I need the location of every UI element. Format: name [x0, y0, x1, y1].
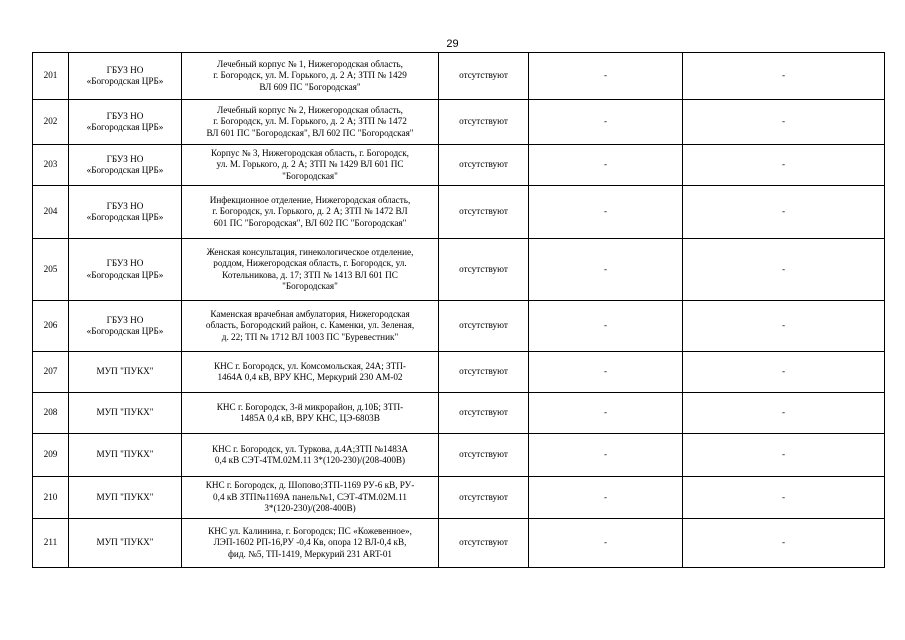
object-description-cell-line: 1485А 0,4 кВ, ВРУ КНС, ЦЭ-6803В — [240, 413, 380, 423]
organization-cell-line: ГБУЗ НО — [106, 153, 144, 164]
table-row — [33, 393, 885, 434]
object-description-cell — [182, 100, 439, 145]
row-number-cell: 207 — [33, 352, 69, 393]
value-b-cell: - — [683, 301, 885, 352]
value-b-cell: - — [683, 100, 885, 145]
table-body — [33, 53, 885, 568]
object-description-cell-line: фид. №5, ТП-1419, Меркурий 231 ART-01 — [227, 548, 393, 559]
object-description-cell-line: 1464А 0,4 кВ, ВРУ КНС, Меркурий 230 АМ-02 — [217, 372, 403, 382]
table-row — [33, 477, 885, 519]
table-row — [33, 519, 885, 568]
organization-cell — [69, 434, 182, 477]
status-cell: отсутствуют — [439, 301, 529, 352]
object-description-cell-line: г. Богородск, ул. М. Горького, д. 2 А; ЗТП № 1429 — [213, 70, 407, 81]
value-a-cell: - — [529, 301, 683, 352]
object-description-cell — [182, 393, 439, 434]
object-description-cell-line: КНС г. Богородск, д. Шопово;ЗТП-1169 РУ-6 кВ, РУ- — [205, 480, 415, 491]
object-description-cell-line: область, Богородский район, с. Каменки, ул. Зеленая, — [205, 320, 415, 331]
value-b-cell: - — [683, 477, 885, 519]
value-b-cell: - — [683, 53, 885, 100]
table-row — [33, 352, 885, 393]
organization-cell-line: «Богородская ЦРБ» — [86, 212, 164, 222]
object-description-cell — [182, 352, 439, 393]
organization-cell-line: МУП "ПУКХ" — [96, 537, 154, 548]
value-a-cell: - — [529, 145, 683, 186]
object-description-cell-line: ЛЭП-1602 РП-16,РУ -0,4 Кв, опора 12 ВЛ-0,4 кВ, — [213, 537, 407, 548]
organization-cell — [69, 519, 182, 568]
organization-cell-line: МУП "ПУКХ" — [96, 449, 154, 460]
status-cell: отсутствуют — [439, 239, 529, 301]
object-description-cell — [182, 239, 439, 301]
organization-cell-line: «Богородская ЦРБ» — [86, 165, 164, 175]
registry-table — [32, 52, 885, 568]
table-row — [33, 186, 885, 239]
object-description-cell-line: ул. М. Горького, д. 2 А; ЗТП № 1429 ВЛ 601 ПС — [216, 159, 404, 170]
organization-cell-line: ГБУЗ НО — [106, 314, 144, 325]
value-b-cell: - — [683, 519, 885, 568]
object-description-cell-line: КНС ул. Калинина, г. Богородск; ПС «Кожевенное», — [208, 525, 412, 536]
object-description-cell-line: 0,4 кВ ЗТП№1169А панель№1, СЭТ-4ТМ.02М.11 — [213, 491, 407, 502]
status-cell: отсутствуют — [439, 393, 529, 434]
organization-cell-line: «Богородская ЦРБ» — [86, 122, 164, 132]
object-description-cell-line: г. Богородск, ул. М. Горького, д. 2 А; ЗТП № 1472 — [213, 116, 407, 127]
table-row — [33, 100, 885, 145]
object-description-cell-line: ВЛ 609 ПС "Богородская" — [259, 81, 361, 92]
row-number-cell: 202 — [33, 100, 69, 145]
value-a-cell: - — [529, 100, 683, 145]
organization-cell-line: «Богородская ЦРБ» — [86, 269, 164, 280]
value-a-cell: - — [529, 53, 683, 100]
object-description-cell-line: 0,4 кВ СЭТ-4ТМ.02М.11 3*(120-230)/(208-400В) — [214, 455, 406, 465]
row-number-cell: 201 — [33, 53, 69, 100]
value-a-cell: - — [529, 393, 683, 434]
row-number-cell: 209 — [33, 434, 69, 477]
status-cell: отсутствуют — [439, 519, 529, 568]
object-description-cell-line: КНС г. Богородск, 3-й микрорайон, д.10Б; ЗТП- — [216, 401, 404, 412]
row-number-cell: 204 — [33, 186, 69, 239]
object-description-cell — [182, 477, 439, 519]
organization-cell-line: ГБУЗ НО — [106, 258, 144, 268]
object-description-cell-line: Лечебный корпус № 2, Нижегородская область, — [217, 104, 403, 115]
value-a-cell: - — [529, 352, 683, 393]
organization-cell-line: МУП "ПУКХ" — [96, 491, 154, 502]
page-number: 29 — [446, 38, 459, 50]
status-cell: отсутствуют — [439, 477, 529, 519]
object-description-cell — [182, 519, 439, 568]
organization-cell-line: ГБУЗ НО — [106, 200, 144, 211]
value-b-cell: - — [683, 186, 885, 239]
object-description-cell-line: Инфекционное отделение, Нижегородская область, — [209, 194, 411, 205]
organization-cell-line: ГБУЗ НО — [106, 110, 144, 121]
value-a-cell: - — [529, 186, 683, 239]
object-description-cell-line: 3*(120-230)/(208-400В) — [264, 503, 356, 514]
object-description-cell — [182, 301, 439, 352]
object-description-cell-line: ВЛ 601 ПС "Богородская", ВЛ 602 ПС "Богородская" — [206, 127, 414, 138]
organization-cell — [69, 393, 182, 434]
organization-cell — [69, 301, 182, 352]
organization-cell-line: ГБУЗ НО — [106, 64, 144, 75]
object-description-cell-line: Женская консультация, гинекологическое отделение, — [206, 246, 414, 257]
object-description-cell — [182, 434, 439, 477]
object-description-cell-line: КНС г. Богородск, ул. Туркова, д.4А;ЗТП №1483А — [211, 443, 409, 454]
organization-cell — [69, 145, 182, 186]
value-b-cell: - — [683, 145, 885, 186]
object-description-cell-line: 601 ПС "Богородская", ВЛ 602 ПС "Богородская" — [213, 217, 407, 228]
organization-cell — [69, 477, 182, 519]
object-description-cell — [182, 145, 439, 186]
object-description-cell-line: Каменская врачебная амбулатория, Нижегородская — [210, 308, 410, 319]
value-a-cell: - — [529, 477, 683, 519]
row-number-cell: 208 — [33, 393, 69, 434]
table-row — [33, 53, 885, 100]
row-number-cell: 210 — [33, 477, 69, 519]
status-cell: отсутствуют — [439, 434, 529, 477]
table-row — [33, 301, 885, 352]
table-row — [33, 239, 885, 301]
object-description-cell-line: "Богородская" — [282, 281, 338, 291]
object-description-cell-line: Корпус № 3, Нижегородская область, г. Богородск, — [211, 147, 409, 158]
table-row — [33, 145, 885, 186]
value-a-cell: - — [529, 519, 683, 568]
row-number-cell: 211 — [33, 519, 69, 568]
value-b-cell: - — [683, 352, 885, 393]
object-description-cell-line: роддом, Нижегородская область, г. Богородск, ул. — [213, 258, 407, 268]
organization-cell — [69, 186, 182, 239]
status-cell: отсутствуют — [439, 100, 529, 145]
organization-cell — [69, 53, 182, 100]
organization-cell-line: «Богородская ЦРБ» — [86, 76, 164, 86]
status-cell: отсутствуют — [439, 352, 529, 393]
object-description-cell-line: КНС г. Богородск, ул. Комсомольская, 24А; ЗТП- — [214, 360, 406, 371]
object-description-cell-line: г. Богородск, ул. Горького, д. 2 А; ЗТП № 1472 ВЛ — [212, 206, 408, 217]
object-description-cell-line: "Богородская" — [282, 170, 338, 181]
object-description-cell — [182, 186, 439, 239]
organization-cell-line: МУП "ПУКХ" — [96, 407, 154, 418]
organization-cell — [69, 352, 182, 393]
organization-cell-line: «Богородская ЦРБ» — [86, 326, 164, 336]
organization-cell — [69, 239, 182, 301]
object-description-cell — [182, 53, 439, 100]
value-b-cell: - — [683, 393, 885, 434]
organization-cell — [69, 100, 182, 145]
value-a-cell: - — [529, 434, 683, 477]
value-a-cell: - — [529, 239, 683, 301]
organization-cell-line: МУП "ПУКХ" — [96, 366, 154, 377]
object-description-cell-line: Лечебный корпус № 1, Нижегородская область, — [217, 58, 403, 69]
value-b-cell: - — [683, 434, 885, 477]
status-cell: отсутствуют — [439, 186, 529, 239]
value-b-cell: - — [683, 239, 885, 301]
object-description-cell-line: д. 22; ТП № 1712 ВЛ 1003 ПС "Буревестник" — [221, 331, 399, 342]
row-number-cell: 205 — [33, 239, 69, 301]
row-number-cell: 203 — [33, 145, 69, 186]
row-number-cell: 206 — [33, 301, 69, 352]
table-row — [33, 434, 885, 477]
object-description-cell-line: Котельникова, д. 17; ЗТП № 1413 ВЛ 601 ПС — [222, 269, 398, 280]
status-cell: отсутствуют — [439, 53, 529, 100]
status-cell: отсутствуют — [439, 145, 529, 186]
